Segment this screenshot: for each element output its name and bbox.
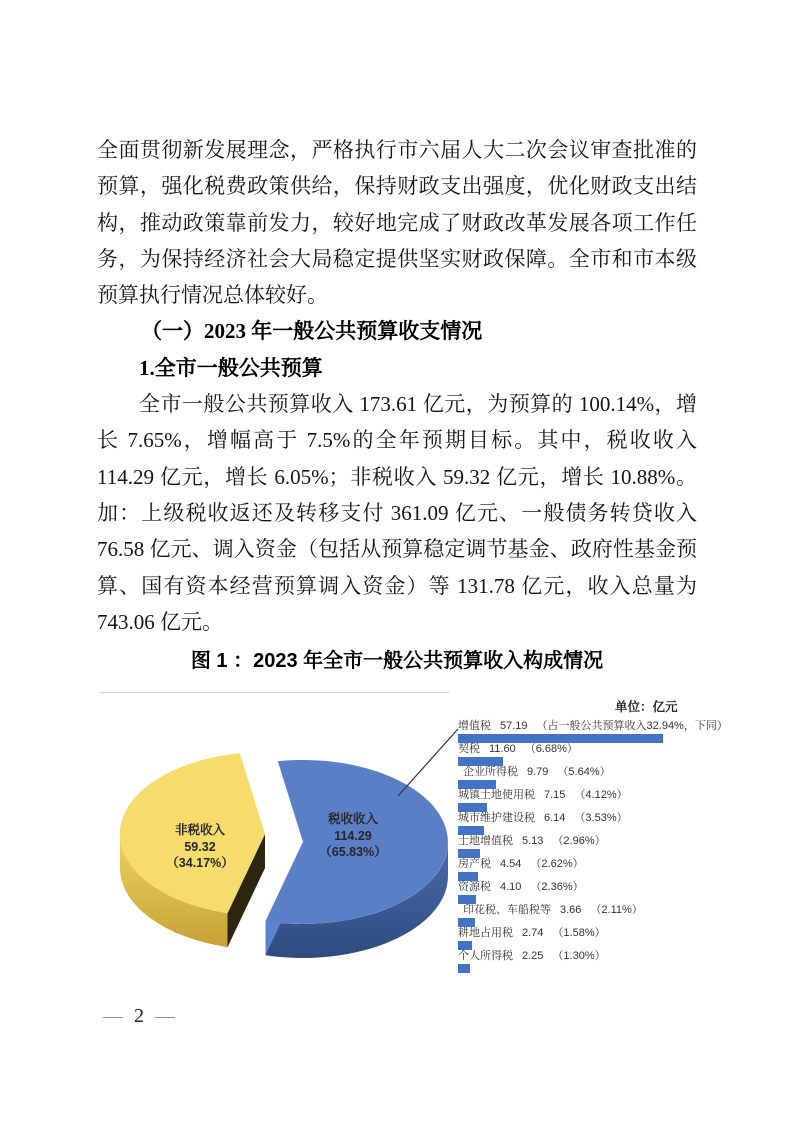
page-content (97, 0, 728, 986)
paragraph-intro: 全面贯彻新发展理念，严格执行市六届人大二次会议审查批准的预算，强化税费政策供给，保持财政支出强度，优化财政支出结构，推动政策靠前发力，较好地完成了财政改革发展各项工作任务，为保持经济社会大局稳定提供坚实财政保障。全市和市本级预算执行情况总体较好。 (97, 138, 697, 308)
legend-bars (458, 720, 740, 973)
legend-item-label: 城市维护建设税 (458, 812, 535, 825)
legend-item-bar (458, 826, 484, 835)
legend-item-value: 2.25 (522, 950, 544, 963)
legend-item-bar (458, 734, 663, 743)
legend-item-bar (458, 872, 478, 881)
footer-dash-right: — (155, 1005, 175, 1027)
legend-item-bar (458, 803, 487, 812)
legend-item-label: 契税 (458, 743, 480, 756)
legend-item-text (458, 835, 740, 847)
figure-title: 图 1 ：2023 年全市一般公共预算收入构成情况 (190, 650, 604, 673)
legend-item-label: 印花税、车船税等 (463, 904, 551, 917)
legend-item-value: 2.74 (522, 927, 544, 940)
paragraph-budget-figures: 全市一般公共预算收入 173.61 亿元，为预算的 100.14%，增长 7.65%，增幅高于 7.5%的全年预期目标。其中，税收收入 114.29 亿元，增长 6.05%；非税收入 59.32 亿元，增长 10.88%。加：上级税收返还及转移支付 361.09 亿元、一般债务转贷收入 76.58 亿元、调入资金（包括从预算稳定调节基金、政府性基金预算、国有资本经营预算调入资金）等 131.78 亿元，收入总量为 743.06 亿元。 (97, 392, 697, 634)
pie-label-nontax-name: 非税收入 (174, 823, 225, 838)
legend-item-bar (458, 780, 496, 789)
legend-item-bar (458, 757, 503, 766)
pie-label-tax-pct: （65.83%） (319, 845, 387, 860)
pie-label-tax-name: 税收收入 (327, 812, 378, 827)
legend-item-2 (458, 766, 740, 789)
legend-item-6 (458, 858, 740, 881)
legend-item-value: 4.54 (500, 858, 522, 871)
legend-item-note: （1.30%） (552, 950, 606, 963)
legend-item-value: 4.10 (500, 881, 522, 894)
legend-item-value: 3.66 (560, 904, 582, 917)
legend-item-label: 土地增值税 (458, 835, 513, 848)
legend-item-note: （4.12%） (574, 789, 628, 802)
legend-item-note: （1.58%） (552, 927, 606, 940)
legend-item-bar (458, 849, 480, 858)
legend-item-7 (458, 881, 740, 904)
legend-item-text (458, 812, 740, 824)
legend-item-label: 城镇土地使用税 (458, 789, 535, 802)
legend-item-text (458, 766, 740, 778)
legend-item-5 (458, 835, 740, 858)
legend-item-text (458, 858, 740, 870)
legend-item-1 (458, 743, 740, 766)
legend-item-note: （2.36%） (530, 881, 584, 894)
legend-item-note: （2.11%） (590, 904, 643, 917)
legend-item-bar (458, 918, 475, 927)
chart-unit-label: 单位：亿元 (615, 700, 678, 715)
legend-item-note: （占一般公共预算收入32.94%，下同） (536, 720, 728, 733)
legend-item-label: 耕地占用税 (458, 927, 513, 940)
pie-label-nontax-pct: （34.17%） (166, 856, 234, 871)
legend-item-value: 11.60 (489, 743, 516, 756)
legend-item-9 (458, 927, 740, 950)
legend-item-label: 资源税 (458, 881, 491, 894)
pie-label-nontax-value: 59.32 (184, 839, 216, 854)
legend-item-text (458, 720, 740, 732)
section-heading: （一）2023 年一般公共预算收支情况 (141, 319, 483, 344)
pie-label-tax (293, 811, 413, 861)
legend-item-text (458, 789, 740, 801)
legend-item-bar (458, 895, 476, 904)
legend-item-text (458, 881, 740, 893)
legend-item-3 (458, 789, 740, 812)
legend-item-value: 7.15 (544, 789, 566, 802)
legend-item-note: （2.62%） (530, 858, 584, 871)
legend-item-0 (458, 720, 740, 743)
footer-number: 2 (134, 1005, 144, 1027)
legend-item-note: （2.96%） (552, 835, 606, 848)
legend-item-label: 增值税 (458, 720, 491, 733)
legend-item-text (458, 743, 740, 755)
income-composition-chart (100, 676, 740, 986)
legend-item-note: （3.53%） (574, 812, 628, 825)
legend-item-bar (458, 941, 472, 950)
leader-line (398, 729, 458, 796)
legend-item-value: 57.19 (500, 720, 528, 733)
pie-label-tax-value: 114.29 (334, 828, 372, 843)
legend-item-note: （6.68%） (524, 743, 578, 756)
legend-item-8 (458, 904, 740, 927)
legend-item-4 (458, 812, 740, 835)
legend-item-label: 个人所得税 (458, 950, 513, 963)
legend-item-text (458, 904, 740, 916)
legend-item-10 (458, 950, 740, 973)
legend-item-value: 5.13 (522, 835, 544, 848)
pie-label-nontax (140, 822, 260, 872)
legend-item-text (458, 950, 740, 962)
legend-item-note: （5.64%） (557, 766, 611, 779)
sub-heading: 1.全市一般公共预算 (139, 355, 323, 380)
legend-item-bar (458, 964, 470, 973)
legend-item-label: 房产税 (458, 858, 491, 871)
page-number (103, 1003, 175, 1029)
legend-item-value: 9.79 (527, 766, 549, 779)
legend-item-label: 企业所得税 (463, 766, 518, 779)
legend-item-text (458, 927, 740, 939)
footer-dash-left: — (103, 1005, 123, 1027)
legend-item-value: 6.14 (544, 812, 566, 825)
